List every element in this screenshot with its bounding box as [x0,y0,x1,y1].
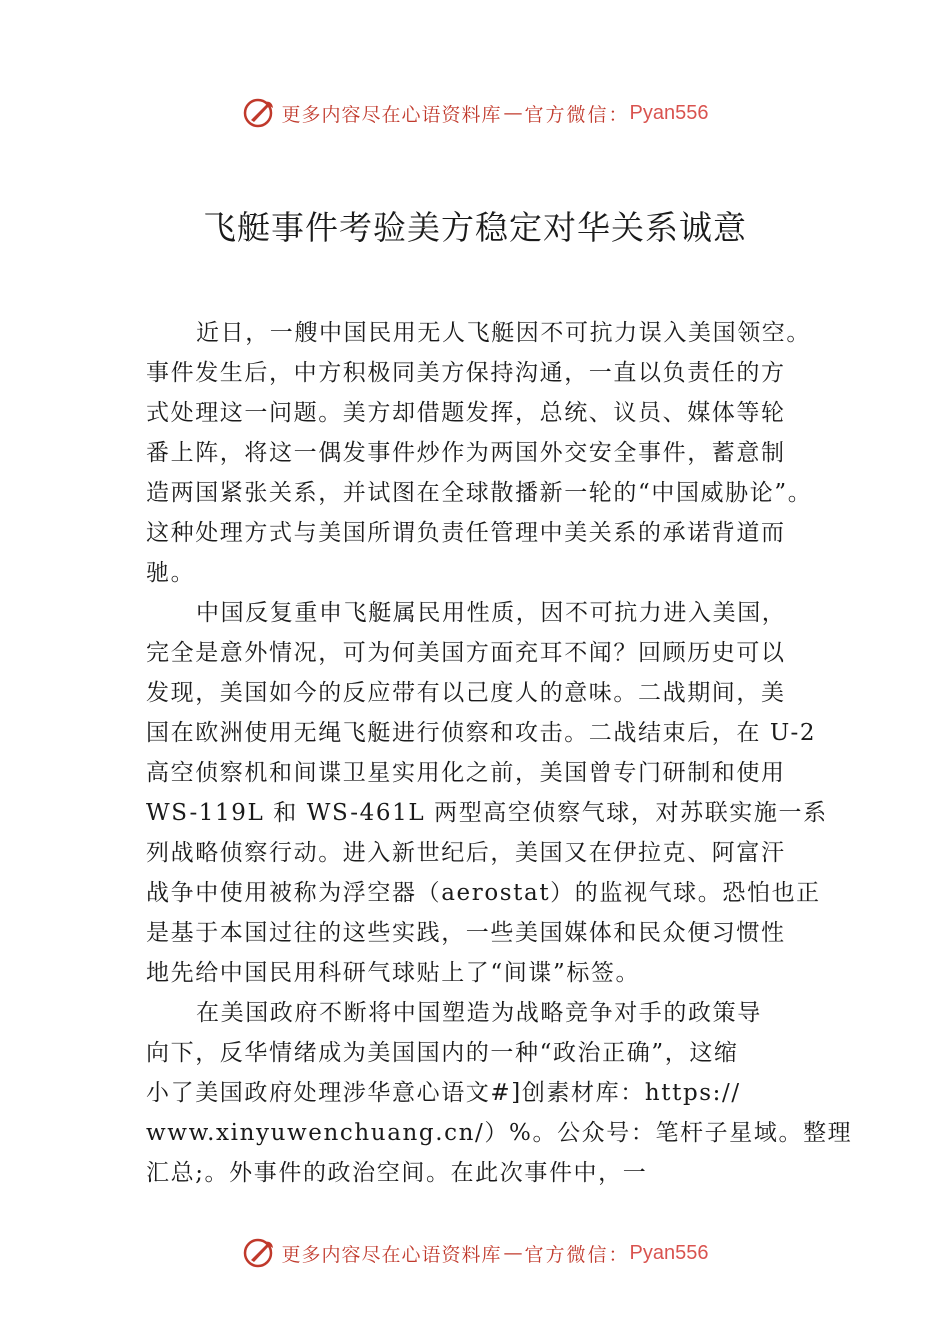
banner-dash: — [503,1242,523,1264]
banner-official: 官方微信： [524,1243,630,1266]
text-line: 在美国政府不断将中国塑造为战略竞争对手的政策导 [196,1000,762,1026]
text-line: 这种处理方式与美国所谓负责任管理中美关系的承诺背道而 [146,520,786,546]
text-line: www.xinyuwenchuang.cn/）%。公众号：笔杆子星域。整理 [146,1120,853,1146]
text-line: 完全是意外情况，可为何美国方面充耳不闻？回顾历史可以 [146,640,786,666]
text-line: 式处理这一问题。美方却借题发挥，总统、议员、媒体等轮 [146,400,786,426]
paragraph [146,993,853,1193]
banner-dash: — [503,102,523,124]
text-line: 是基于本国过往的这些实践，一些美国媒体和民众便习惯性 [146,920,786,946]
article-body [146,313,853,1193]
text-line: 事件发生后，中方积极同美方保持沟通，一直以负责任的方 [146,360,786,386]
text-line: 地先给中国民用科研气球贴上了“间谍”标签。 [146,960,641,986]
text-line: 国在欧洲使用无绳飞艇进行侦察和攻击。二战结束后，在 U-2 [146,720,817,746]
text-line: 向下，反华情绪成为美国国内的一种“政治正确”，这缩 [146,1040,739,1066]
text-line: 造两国紧张关系，并试图在全球散播新一轮的“中国威胁论”。 [146,480,813,506]
header-banner [0,96,950,130]
banner-handle: Pyan556 [629,101,709,124]
text-line: 列战略侦察行动。进入新世纪后，美国又在伊拉克、阿富汗 [146,840,786,866]
banner-brand: 更多内容尽在心语资料库 [281,103,502,126]
footer-banner [0,1236,950,1270]
text-line: 小了美国政府处理涉华意心语文#]创素材库：https:// [146,1080,741,1106]
text-line: WS-119L 和 WS-461L 两型高空侦察气球，对苏联实施一系 [146,800,828,826]
text-line: 发现，美国如今的反应带有以己度人的意味。二战期间，美 [146,680,786,706]
quill-logo-icon [242,96,276,130]
paragraph [146,593,836,993]
text-line: 近日，一艘中国民用无人飞艇因不可抗力误入美国领空。 [196,320,811,346]
text-line: 战争中使用被称为浮空器（aerostat）的监视气球。恐怕也正 [146,880,821,906]
text-line: 驰。 [146,560,196,586]
text-line: 番上阵，将这一偶发事件炒作为两国外交安全事件，蓄意制 [146,440,786,466]
article-title: 飞艇事件考验美方稳定对华关系诚意 [203,208,747,247]
banner-official: 官方微信： [524,103,630,126]
banner-brand: 更多内容尽在心语资料库 [281,1243,502,1266]
text-line: 汇总;。外事件的政治空间。在此次事件中，一 [146,1160,648,1186]
text-line: 中国反复重申飞艇属民用性质，因不可抗力进入美国， [196,600,787,626]
banner-handle: Pyan556 [629,1241,709,1264]
text-line: 高空侦察机和间谍卫星实用化之前，美国曾专门研制和使用 [146,760,786,786]
quill-logo-icon [242,1236,276,1270]
paragraph [146,313,836,593]
